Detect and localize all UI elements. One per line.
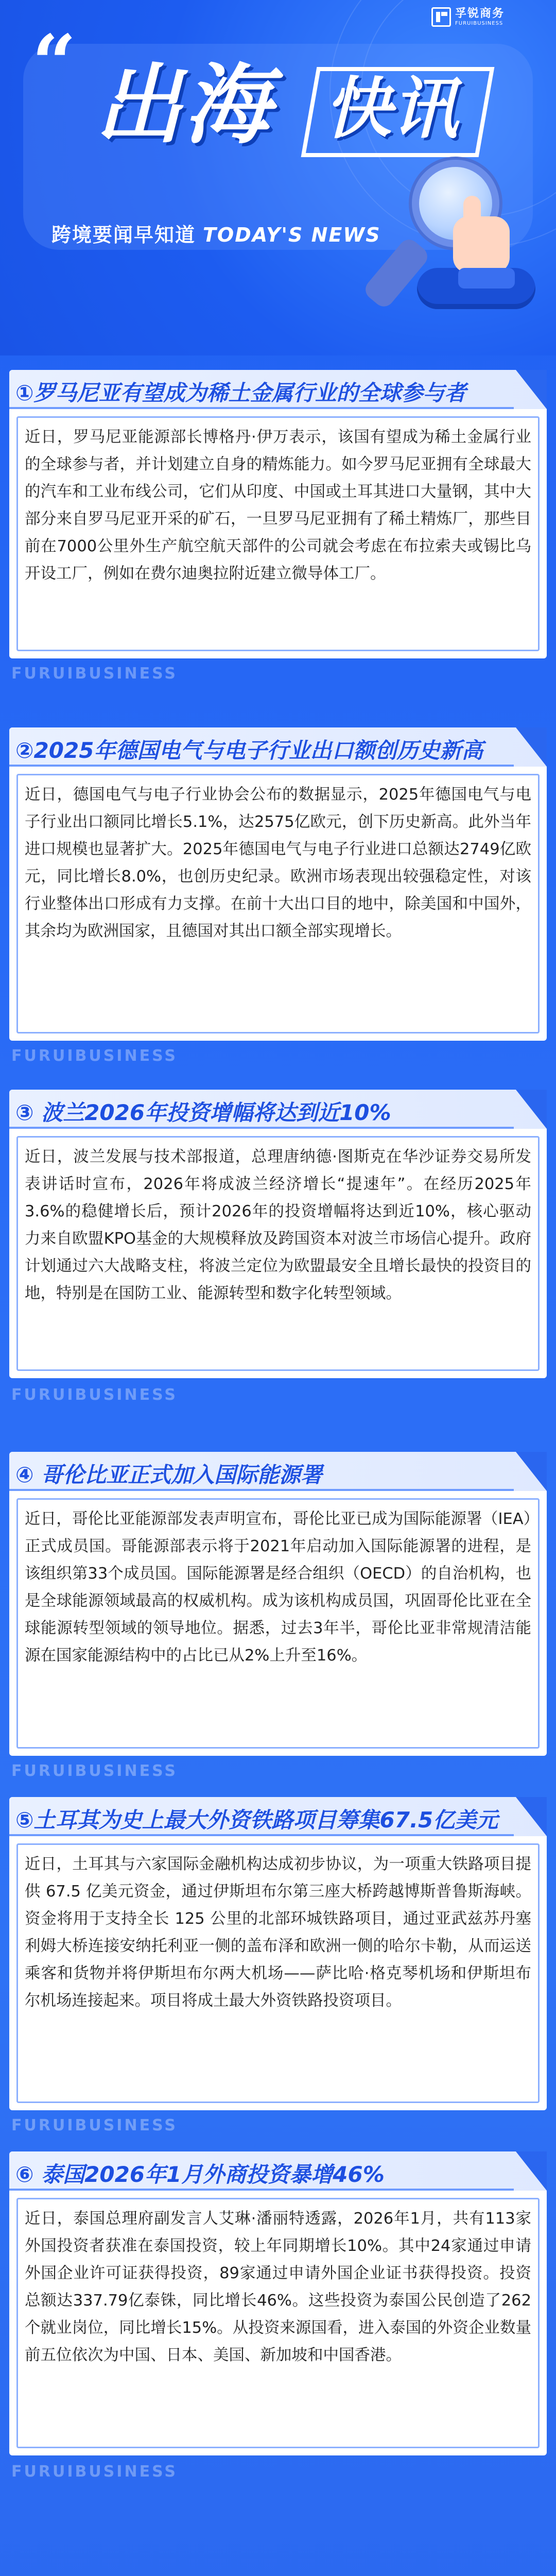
- card-corner: [516, 370, 547, 409]
- card-underline: [9, 765, 514, 767]
- tagline-cn: 跨境要闻早知道: [51, 224, 196, 246]
- article-title: ②2025年德国电气与电子行业出口额创历史新高: [15, 738, 483, 763]
- news-card-4: [9, 1452, 547, 1756]
- watermark: FURUIBUSINESS: [11, 1762, 178, 1780]
- article-title: ④ 哥伦比亚正式加入国际能源署: [15, 1462, 323, 1487]
- article-body: 近日，土耳其与六家国际金融机构达成初步协议，为一项重大铁路项目提供 67.5 亿美元资金，通过伊斯坦布尔第三座大桥跨越博斯普鲁斯海峡。资金将用于支持全长 125 公里的北部环城铁路项目，通过亚武兹苏丹塞利姆大桥连接安纳托利亚一侧的盖布泽和欧洲一侧的哈尔卡勒，从而运送乘客和货物并将伊斯坦布尔两大机场——萨比哈·格克琴机场和伊斯坦布尔机场连接起来。项目将成土最大外资铁路投资项目。: [25, 1855, 531, 2010]
- article-title: ③ 波兰2026年投资增幅将达到近10%: [15, 1100, 391, 1125]
- tagline-en: TODAY'S NEWS: [203, 224, 381, 246]
- brand-logo-icon: [431, 7, 451, 27]
- watermark: FURUIBUSINESS: [11, 2463, 178, 2481]
- card-underline: [9, 1489, 514, 1491]
- card-underline: [9, 1834, 514, 1836]
- card-underline: [9, 1127, 514, 1129]
- news-card-2: [9, 727, 547, 1041]
- brand-name-en: FURUIBUSINESS: [455, 20, 503, 26]
- article-body: 近日，哥伦比亚能源部发表声明宣布，哥伦比亚已成为国际能源署（IEA）正式成员国。哥能源部表示将于2021年启动加入国际能源署的进程，是该组织第33个成员国。国际能源署是经合组织（OECD）的自治机构，也是全球能源领域最高的权威机构。成为该机构成员国，巩固哥伦比亚在全球能源转型领域的领导地位。据悉，过去3年半，哥伦比亚非常规清洁能源在国家能源结构中的占比已从2%上升至16%。: [25, 1510, 531, 1665]
- card-underline: [9, 407, 514, 409]
- news-card-5: [9, 1797, 547, 2110]
- watermark: FURUIBUSINESS: [11, 665, 178, 683]
- news-card-1: [9, 370, 547, 658]
- page-subtitle: 快讯: [324, 70, 459, 148]
- card-corner: [516, 1452, 547, 1491]
- card-underline: [9, 2189, 514, 2191]
- card-corner: [516, 1090, 547, 1129]
- brand-logo: [431, 7, 505, 27]
- tagline: [51, 219, 381, 247]
- card-corner: [516, 2151, 547, 2191]
- news-card-6: [9, 2151, 547, 2455]
- article-title: ①罗马尼亚有望成为稀土金属行业的全球参与者: [15, 380, 466, 405]
- watermark: FURUIBUSINESS: [11, 1386, 178, 1404]
- watermark: FURUIBUSINESS: [11, 1047, 178, 1065]
- card-corner: [516, 727, 547, 767]
- quote-mark-icon: “: [32, 18, 77, 109]
- page-title: 出海: [95, 55, 272, 156]
- pointing-hand-icon: [443, 196, 520, 283]
- article-title: ⑤土耳其为史上最大外资铁路项目筹集67.5亿美元: [15, 1807, 498, 1833]
- watermark: FURUIBUSINESS: [11, 2116, 178, 2134]
- card-corner: [516, 1797, 547, 1836]
- brand-name-cn: 孚锐商务: [455, 7, 505, 21]
- header-banner: [0, 0, 556, 355]
- news-card-3: [9, 1090, 547, 1378]
- article-body: 近日，泰国总理府副发言人艾琳·潘丽特透露，2026年1月，共有113家外国投资者获准在泰国投资，较上年同期增长10%。其中24家通过申请外国企业许可证获得投资，89家通过申请外国企业证书获得投资。投资总额达337.79亿泰铢，同比增长46%。这些投资为泰国公民创造了262个就业岗位，同比增长15%。从投资来源国看，进入泰国的外资企业数量前五位依次为中国、日本、美国、新加坡和中国香港。: [25, 2210, 531, 2364]
- article-body: 近日，罗马尼亚能源部长博格丹·伊万表示，该国有望成为稀土金属行业的全球参与者，并计划建立自身的精炼能力。如今罗马尼亚拥有全球最大的汽车和工业布线公司，它们从印度、中国或土耳其进口大量钢，其中大部分来自罗马尼亚开采的矿石，一旦罗马尼亚拥有了稀土精炼厂，那些目前在7000公里外生产航空航天部件的公司就会考虑在布拉索夫或锡比乌开设工厂，例如在费尔迪奥拉附近建立微导体工厂。: [25, 428, 531, 583]
- article-body: 近日，德国电气与电子行业协会公布的数据显示，2025年德国电气与电子行业出口额同比增长5.1%，达2575亿欧元，创下历史新高。此外当年进口规模也显著扩大。2025年德国电气与电子行业进口总额达2749亿欧元，同比增长8.0%，也创历史纪录。欧洲市场表现出较强稳定性，对该行业整体出口形成有力支撑。在前十大出口目的地中，除美国和中国外，其余均为欧洲国家，且德国对其出口额全部实现增长。: [25, 786, 531, 940]
- article-body: 近日，波兰发展与技术部报道，总理唐纳德·图斯克在华沙证券交易所发表讲话时宣布，2026年将成波兰经济增长“提速年”。在经历2025年3.6%的稳健增长后，预计2026年的投资增幅将达到近10%，核心驱动力来自欧盟KPO基金的大规模释放及跨国资本对波兰市场信心提升。政府计划通过六大战略支柱，将波兰定位为欧盟最安全且增长最快的投资目的地，特别是在国防工业、能源转型和数字化转型领域。: [25, 1148, 531, 1302]
- article-title: ⑥ 泰国2026年1月外商投资暴增46%: [15, 2162, 385, 2187]
